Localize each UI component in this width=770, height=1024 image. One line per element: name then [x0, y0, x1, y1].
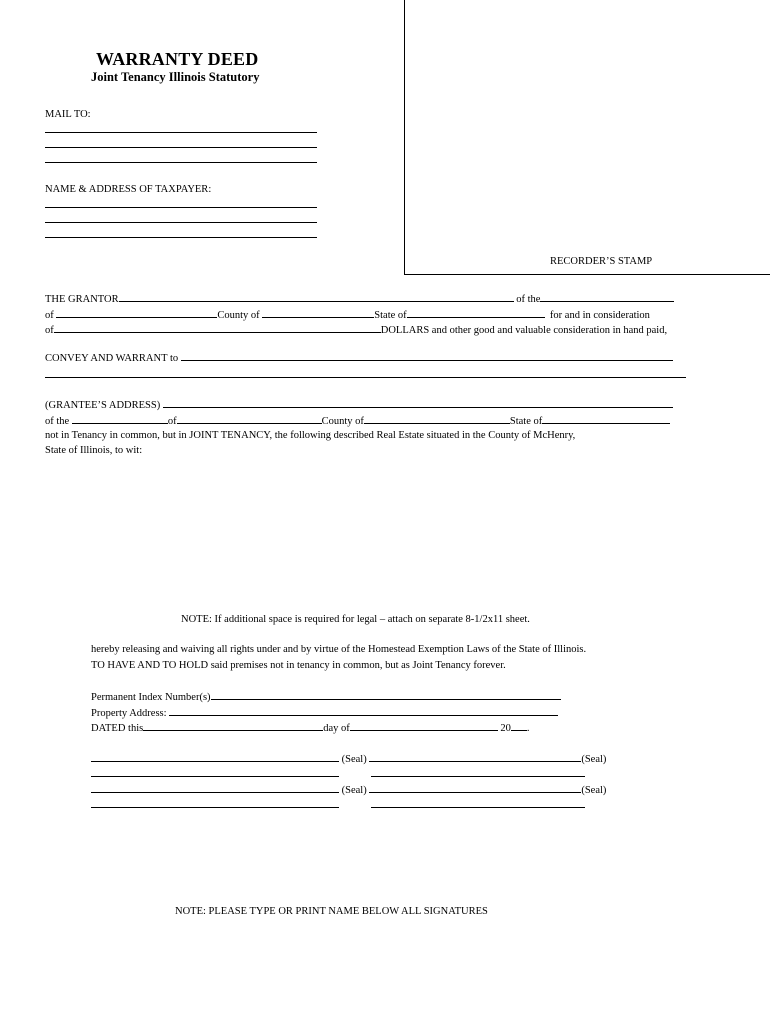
dated-label: DATED this — [91, 723, 144, 734]
seal-label: (Seal) — [581, 754, 607, 765]
document-title: WARRANTY DEED — [96, 49, 259, 69]
grantee-of-the-label: of the — [45, 416, 70, 427]
grantor-of-the-label: of the — [516, 294, 541, 305]
dated-period: . — [526, 723, 530, 734]
convey-label: CONVEY AND WARRANT to — [45, 353, 179, 364]
dated-day-field[interactable] — [143, 720, 323, 731]
state-to-wit-text: State of Illinois, to wit: — [45, 445, 143, 456]
property-row — [91, 705, 558, 721]
grantor-row — [45, 291, 674, 307]
pin-label: Permanent Index Number(s) — [91, 692, 211, 703]
homestead-clause: hereby releasing and waiving all rights under and by virtue of the Homestead Exemption Laws of the State of Illinois. — [91, 644, 587, 655]
signature-line-2-left[interactable] — [91, 782, 339, 793]
legal-space-note: NOTE: If additional space is required for legal – attach on separate 8-1/2x11 sheet. — [181, 614, 530, 625]
mail-to-line-1[interactable] — [45, 132, 317, 133]
print-name-line-2-right[interactable] — [371, 807, 585, 808]
grantee-state-field[interactable] — [364, 413, 510, 424]
grantor-of2-label: of — [45, 325, 54, 336]
grantee-city-field[interactable] — [72, 413, 168, 424]
signature-row-2 — [91, 782, 606, 798]
grantee-address-label: (GRANTEE’S ADDRESS) — [45, 400, 161, 411]
signature-line-1-right[interactable] — [369, 751, 581, 762]
convey-row — [45, 350, 673, 366]
grantee-state-of-field[interactable] — [542, 413, 670, 424]
seal-label: (Seal) — [581, 785, 607, 796]
grantee-county-label: County of — [321, 416, 364, 427]
taxpayer-label: NAME & ADDRESS OF TAXPAYER: — [45, 184, 212, 195]
taxpayer-line-1[interactable] — [45, 207, 317, 208]
grantee-address-row — [45, 397, 673, 413]
convey-grantee-line-2[interactable] — [45, 377, 686, 378]
grantee-county-field[interactable] — [177, 413, 322, 424]
document-subtitle: Joint Tenancy Illinois Statutory — [91, 70, 260, 84]
mail-to-label: MAIL TO: — [45, 109, 91, 120]
grantee-of-label: of — [167, 416, 177, 427]
property-address-field[interactable] — [169, 705, 558, 716]
print-name-line-1-left[interactable] — [91, 776, 339, 777]
grantor-location-row — [45, 307, 650, 323]
taxpayer-line-3[interactable] — [45, 237, 317, 238]
dated-day-of-label: day of — [323, 723, 350, 734]
grantor-city-field[interactable] — [56, 307, 217, 318]
dated-row — [91, 720, 530, 736]
grantor-label: THE GRANTOR — [45, 294, 119, 305]
mail-to-line-3[interactable] — [45, 162, 317, 163]
grantor-dollars-label: DOLLARS and other good and valuable consideration in hand paid, — [380, 325, 668, 336]
print-name-line-2-left[interactable] — [91, 807, 339, 808]
seal-label: (Seal) — [341, 754, 367, 765]
grantor-of-the-field[interactable] — [540, 291, 674, 302]
mail-to-line-2[interactable] — [45, 147, 317, 148]
signature-print-note: NOTE: PLEASE TYPE OR PRINT NAME BELOW ALL SIGNATURES — [175, 906, 488, 917]
grantor-of-label: of — [45, 310, 54, 321]
signature-line-1-left[interactable] — [91, 751, 339, 762]
print-name-line-1-right[interactable] — [371, 776, 585, 777]
grantee-address-field[interactable] — [163, 397, 673, 408]
dated-month-field[interactable] — [350, 720, 498, 731]
property-address-label: Property Address: — [91, 708, 167, 719]
recorders-stamp-box — [404, 0, 770, 275]
pin-row — [91, 689, 561, 705]
signature-row-1 — [91, 751, 606, 767]
to-have-clause: TO HAVE AND TO HOLD said premises not in tenancy in common, but as Joint Tenancy forever. — [91, 660, 506, 671]
taxpayer-line-2[interactable] — [45, 222, 317, 223]
signature-line-2-right[interactable] — [369, 782, 581, 793]
pin-field[interactable] — [211, 689, 561, 700]
grantor-dollars-row — [45, 322, 667, 338]
grantee-state-label: State of — [509, 416, 543, 427]
convey-grantee-field[interactable] — [181, 350, 673, 361]
seal-label: (Seal) — [341, 785, 367, 796]
grantor-county-label: County of — [217, 310, 260, 321]
grantor-county-field[interactable] — [262, 307, 374, 318]
dated-year-field[interactable] — [511, 720, 527, 731]
grantor-dollars-field[interactable] — [54, 322, 381, 333]
recorders-stamp-label: RECORDER’S STAMP — [550, 256, 653, 267]
grantor-state-field[interactable] — [407, 307, 545, 318]
dated-year-label: 20 — [500, 723, 511, 734]
grantor-state-label: State of — [374, 310, 407, 321]
grantee-location-row — [45, 413, 670, 429]
grantor-consideration-label: for and in consideration — [549, 310, 650, 321]
joint-tenancy-text: not in Tenancy in common, but in JOINT TENANCY, the following described Real Estate situated in the County of McHenry, — [45, 430, 576, 441]
grantor-name-field[interactable] — [119, 291, 514, 302]
